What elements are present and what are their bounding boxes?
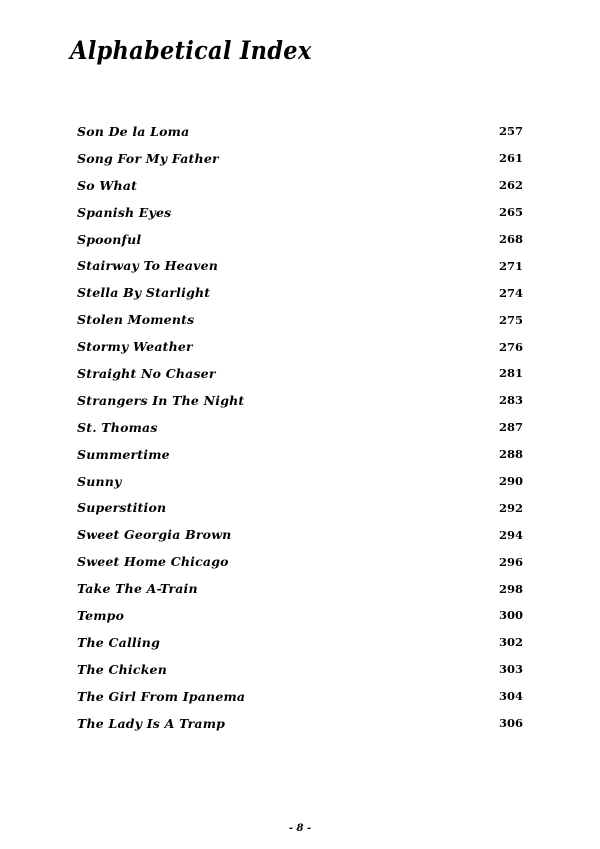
entry-page-number: 292 <box>498 500 523 515</box>
entry-page-number: 302 <box>498 635 523 650</box>
entry-page-number: 288 <box>498 447 523 462</box>
entry-title: The Chicken <box>77 661 167 677</box>
index-entry <box>77 118 523 145</box>
entry-page-number: 268 <box>498 232 523 246</box>
entry-title: The Lady Is A Tramp <box>77 715 226 731</box>
entry-page-number: 283 <box>498 393 523 408</box>
entry-page-number: 262 <box>498 178 523 193</box>
entry-page-number: 265 <box>498 205 523 220</box>
entry-title: Take The A-Train <box>77 581 198 597</box>
index-list <box>77 118 523 736</box>
entry-title: Superstition <box>77 500 167 516</box>
entry-title: Sunny <box>77 473 122 489</box>
index-entry <box>77 306 523 333</box>
page-title: Alphabetical Index <box>70 36 312 65</box>
index-entry <box>77 602 523 629</box>
index-entry <box>77 252 523 279</box>
entry-title: Son De la Loma <box>77 123 190 139</box>
entry-page-number: 294 <box>498 527 523 542</box>
index-entry <box>77 521 523 548</box>
entry-title: Sweet Home Chicago <box>77 554 229 570</box>
entry-title: The Girl From Ipanema <box>77 688 246 704</box>
entry-title: Spoonful <box>77 231 142 247</box>
index-entry <box>77 414 523 441</box>
entry-page-number: 303 <box>498 662 523 677</box>
index-entry <box>77 548 523 575</box>
entry-title: Song For My Father <box>77 150 219 166</box>
index-entry <box>77 387 523 414</box>
entry-page-number: 271 <box>498 258 523 273</box>
entry-page-number: 290 <box>498 474 523 489</box>
index-entry <box>77 629 523 656</box>
entry-page-number: 306 <box>498 716 523 731</box>
entry-title: St. Thomas <box>77 419 158 435</box>
entry-title: Spanish Eyes <box>77 204 172 220</box>
index-entry <box>77 172 523 199</box>
entry-page-number: 257 <box>498 124 523 139</box>
index-entry <box>77 360 523 387</box>
entry-page-number: 296 <box>498 554 523 569</box>
page-number-footer: - 8 - <box>288 823 312 834</box>
index-entry <box>77 494 523 521</box>
index-entry <box>77 145 523 172</box>
entry-title: Stella By Starlight <box>77 285 211 301</box>
entry-page-number: 275 <box>498 312 523 327</box>
entry-title: Straight No Chaser <box>77 365 216 381</box>
entry-page-number: 304 <box>498 689 523 704</box>
entry-title: So What <box>77 177 138 193</box>
index-entry <box>77 710 523 737</box>
index-entry <box>77 441 523 468</box>
entry-title: The Calling <box>77 634 161 650</box>
entry-page-number: 300 <box>498 608 523 623</box>
index-entry <box>77 199 523 226</box>
index-entry <box>77 333 523 360</box>
entry-page-number: 261 <box>498 151 523 166</box>
entry-page-number: 274 <box>498 285 523 300</box>
index-entry <box>77 575 523 602</box>
entry-title: Stormy Weather <box>77 339 193 355</box>
index-entry <box>77 656 523 683</box>
entry-title: Stolen Moments <box>77 312 195 328</box>
entry-page-number: 287 <box>498 420 523 435</box>
index-entry <box>77 468 523 495</box>
entry-title: Sweet Georgia Brown <box>77 527 232 543</box>
entry-title: Summertime <box>77 446 170 462</box>
index-entry <box>77 279 523 306</box>
entry-title: Strangers In The Night <box>77 392 245 408</box>
entry-page-number: 298 <box>498 581 523 596</box>
index-entry <box>77 683 523 710</box>
entry-title: Tempo <box>77 607 125 623</box>
entry-title: Stairway To Heaven <box>77 258 219 274</box>
index-entry <box>77 226 523 253</box>
entry-page-number: 281 <box>498 366 523 381</box>
entry-page-number: 276 <box>498 339 523 354</box>
